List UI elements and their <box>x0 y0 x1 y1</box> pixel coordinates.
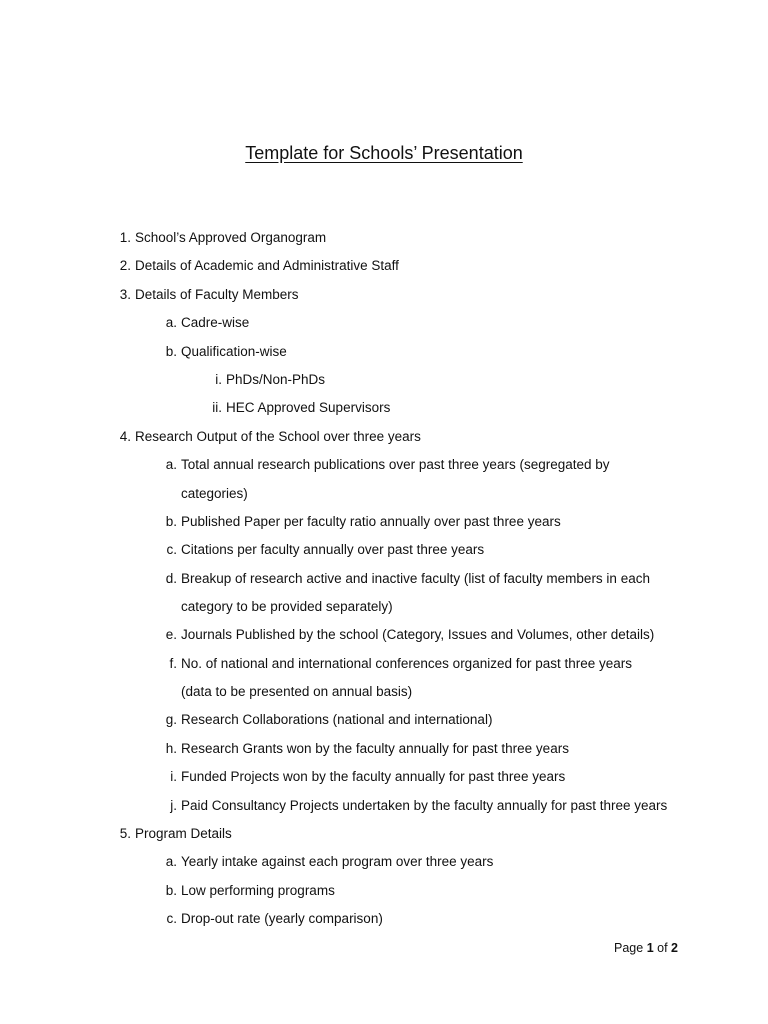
list-item-text: Research Output of the School over three years <box>135 429 421 444</box>
list-item-text: PhDs/Non-PhDs <box>226 372 326 387</box>
list-item-text: HEC Approved Supervisors <box>226 400 391 415</box>
list-item <box>165 342 287 362</box>
list-marker: h. <box>165 741 177 756</box>
list-item <box>170 796 668 816</box>
list-item-text: Breakup of research active and inactive faculty (list of faculty members in each <box>181 571 650 586</box>
list-item-text: Low performing programs <box>181 883 335 898</box>
list-marker: g. <box>165 712 177 727</box>
list-item <box>169 654 633 674</box>
list-item <box>165 569 650 589</box>
list-item-text: Citations per faculty annually over past three years <box>181 542 485 557</box>
list-item <box>119 285 299 305</box>
list-item <box>165 710 493 730</box>
list-item <box>119 824 232 844</box>
list-item-text: Drop-out rate (yearly comparison) <box>181 911 383 926</box>
list-marker: a. <box>165 315 177 330</box>
list-item <box>166 540 485 560</box>
list-marker: d. <box>165 571 177 586</box>
list-item-continuation <box>181 682 412 702</box>
list-item-text: Details of Academic and Administrative Staff <box>135 258 399 273</box>
page-title: Template for Schools’ Presentation <box>245 143 523 163</box>
list-item-text: categories) <box>181 486 248 501</box>
list-item-continuation <box>181 484 248 504</box>
list-item <box>166 909 383 929</box>
page-number: 1 <box>646 941 654 955</box>
list-marker: 3. <box>119 287 131 302</box>
list-item-text: Published Paper per faculty ratio annually over past three years <box>181 514 561 529</box>
list-item-text: Program Details <box>135 826 232 841</box>
list-item-text: Cadre-wise <box>181 315 250 330</box>
list-marker: ii. <box>212 400 222 415</box>
page-total: 2 <box>671 941 678 955</box>
list-marker: 5. <box>119 826 131 841</box>
list-marker: i. <box>170 769 177 784</box>
list-item-text: Total annual research publications over past three years (segregated by <box>181 457 610 472</box>
list-item <box>170 767 566 787</box>
list-item-text: Qualification-wise <box>181 344 287 359</box>
list-item <box>119 427 421 447</box>
list-marker: a. <box>165 854 177 869</box>
list-marker: f. <box>169 656 177 671</box>
list-marker: c. <box>166 911 177 926</box>
page-footer <box>560 941 678 955</box>
list-item <box>212 398 391 418</box>
list-item <box>165 313 250 333</box>
list-marker: j. <box>170 798 177 813</box>
list-marker: b. <box>165 514 177 529</box>
list-item <box>165 625 655 645</box>
list-marker: 1. <box>119 230 131 245</box>
page-label: Page <box>614 941 644 955</box>
list-item-continuation <box>181 597 393 617</box>
list-item <box>119 228 327 248</box>
list-marker: b. <box>165 883 177 898</box>
list-item-text: Funded Projects won by the faculty annually for past three years <box>181 769 566 784</box>
list-item <box>165 455 610 475</box>
list-item <box>165 881 335 901</box>
list-item-text: Yearly intake against each program over three years <box>181 854 494 869</box>
list-marker: 4. <box>119 429 131 444</box>
list-item <box>165 852 494 872</box>
list-item-text: Paid Consultancy Projects undertaken by the faculty annually for past three years <box>181 798 668 813</box>
list-item-text: No. of national and international conferences organized for past three years <box>181 656 633 671</box>
list-marker: i. <box>215 372 222 387</box>
list-marker: c. <box>166 542 177 557</box>
list-item-text: Details of Faculty Members <box>135 287 299 302</box>
list-item-text: Research Grants won by the faculty annually for past three years <box>181 741 569 756</box>
list-item <box>215 370 326 390</box>
list-item-text: Research Collaborations (national and international) <box>181 712 493 727</box>
list-item <box>165 512 561 532</box>
list-item-text: School’s Approved Organogram <box>135 230 327 245</box>
list-item <box>165 739 569 759</box>
list-marker: a. <box>165 457 177 472</box>
list-item-text: category to be provided separately) <box>181 599 393 614</box>
list-marker: 2. <box>119 258 131 273</box>
of-label: of <box>657 941 668 955</box>
list-marker: b. <box>165 344 177 359</box>
list-item-text: Journals Published by the school (Category, Issues and Volumes, other details) <box>181 627 655 642</box>
list-item <box>119 256 399 276</box>
list-item-text: (data to be presented on annual basis) <box>181 684 413 699</box>
list-marker: e. <box>165 627 177 642</box>
